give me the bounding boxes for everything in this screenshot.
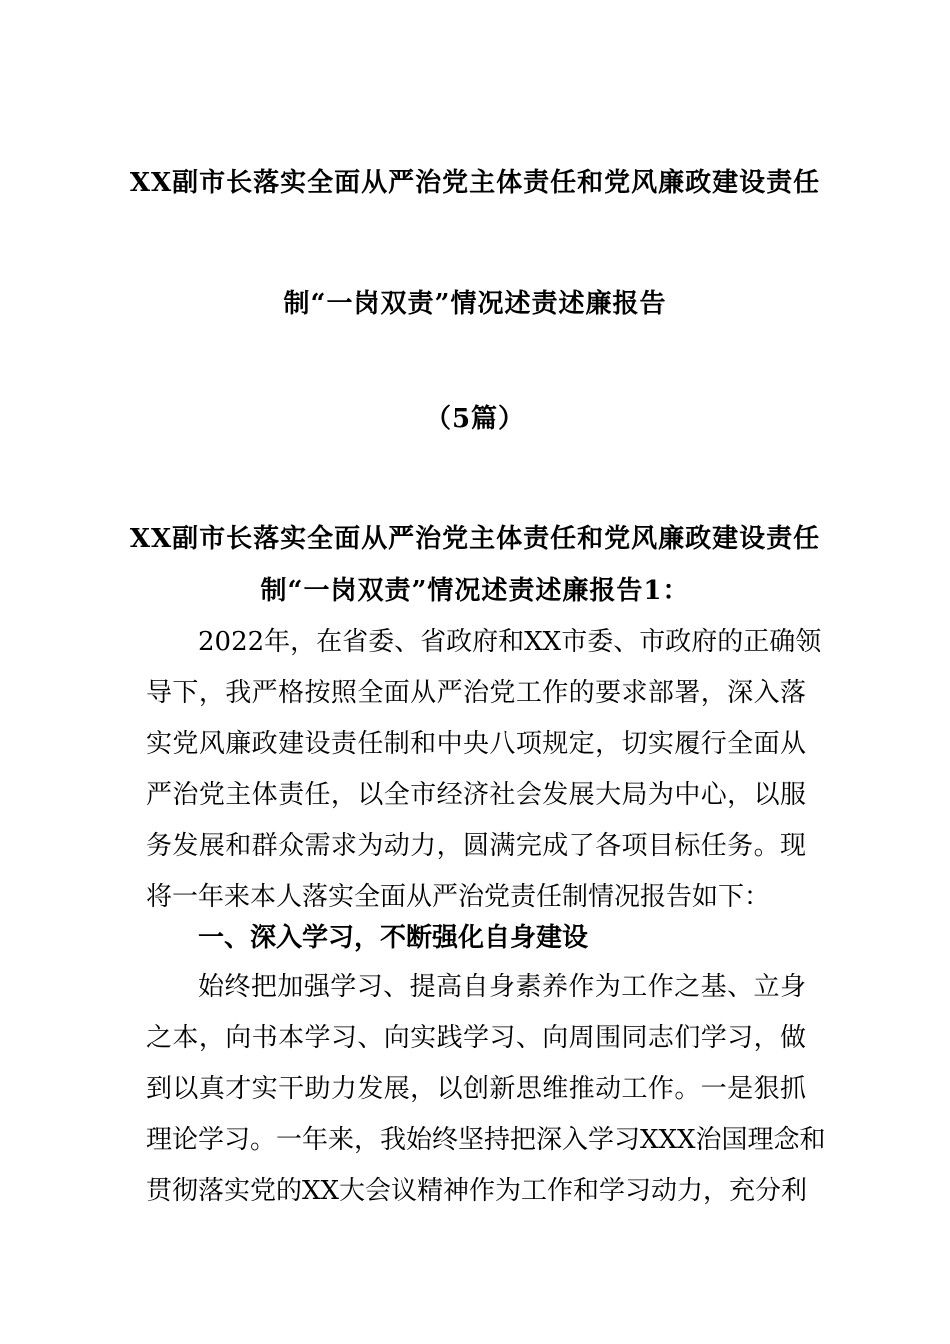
section-1-paragraph-line: 理论学习。一年来，我始终坚持把深入学习XXX治国理念和 — [146, 1125, 826, 1155]
section-1-heading: 一、深入学习，不断强化自身建设 — [198, 923, 589, 953]
cover-title-line-1: XX副市长落实全面从严治党主体责任和党风廉政建设责任 — [129, 168, 821, 198]
intro-paragraph-line: 务发展和群众需求为动力，圆满完成了各项目标任务。现 — [146, 831, 806, 861]
report-title-line-2: 制“一岗双责”情况述责述廉报告1： — [260, 576, 690, 606]
section-1-paragraph-line: 到以真才实干助力发展，以创新思维推动工作。一是狠抓 — [146, 1074, 806, 1104]
report-title-line-1: XX副市长落实全面从严治党主体责任和党风廉政建设责任 — [129, 524, 821, 554]
section-1-paragraph-line: 之本，向书本学习、向实践学习、向周围同志们学习，做 — [146, 1023, 806, 1053]
cover-article-count: （5篇） — [424, 404, 526, 434]
section-1-paragraph-line: 贯彻落实党的XX大会议精神作为工作和学习动力，充分利 — [146, 1176, 808, 1206]
intro-paragraph-line: 严治党主体责任，以全市经济社会发展大局为中心，以服 — [146, 780, 806, 810]
cover-title-line-2: 制“一岗双责”情况述责述廉报告 — [283, 289, 667, 319]
intro-paragraph-line: 将一年来本人落实全面从严治党责任制情况报告如下： — [146, 882, 771, 912]
intro-paragraph-line: 导下，我严格按照全面从严治党工作的要求部署，深入落 — [146, 678, 806, 708]
section-1-paragraph-line: 始终把加强学习、提高自身素养作为工作之基、立身 — [198, 972, 806, 1002]
intro-paragraph-line: 2022年，在省委、省政府和XX市委、市政府的正确领 — [198, 627, 822, 657]
intro-paragraph-line: 实党风廉政建设责任制和中央八项规定，切实履行全面从 — [146, 729, 806, 759]
